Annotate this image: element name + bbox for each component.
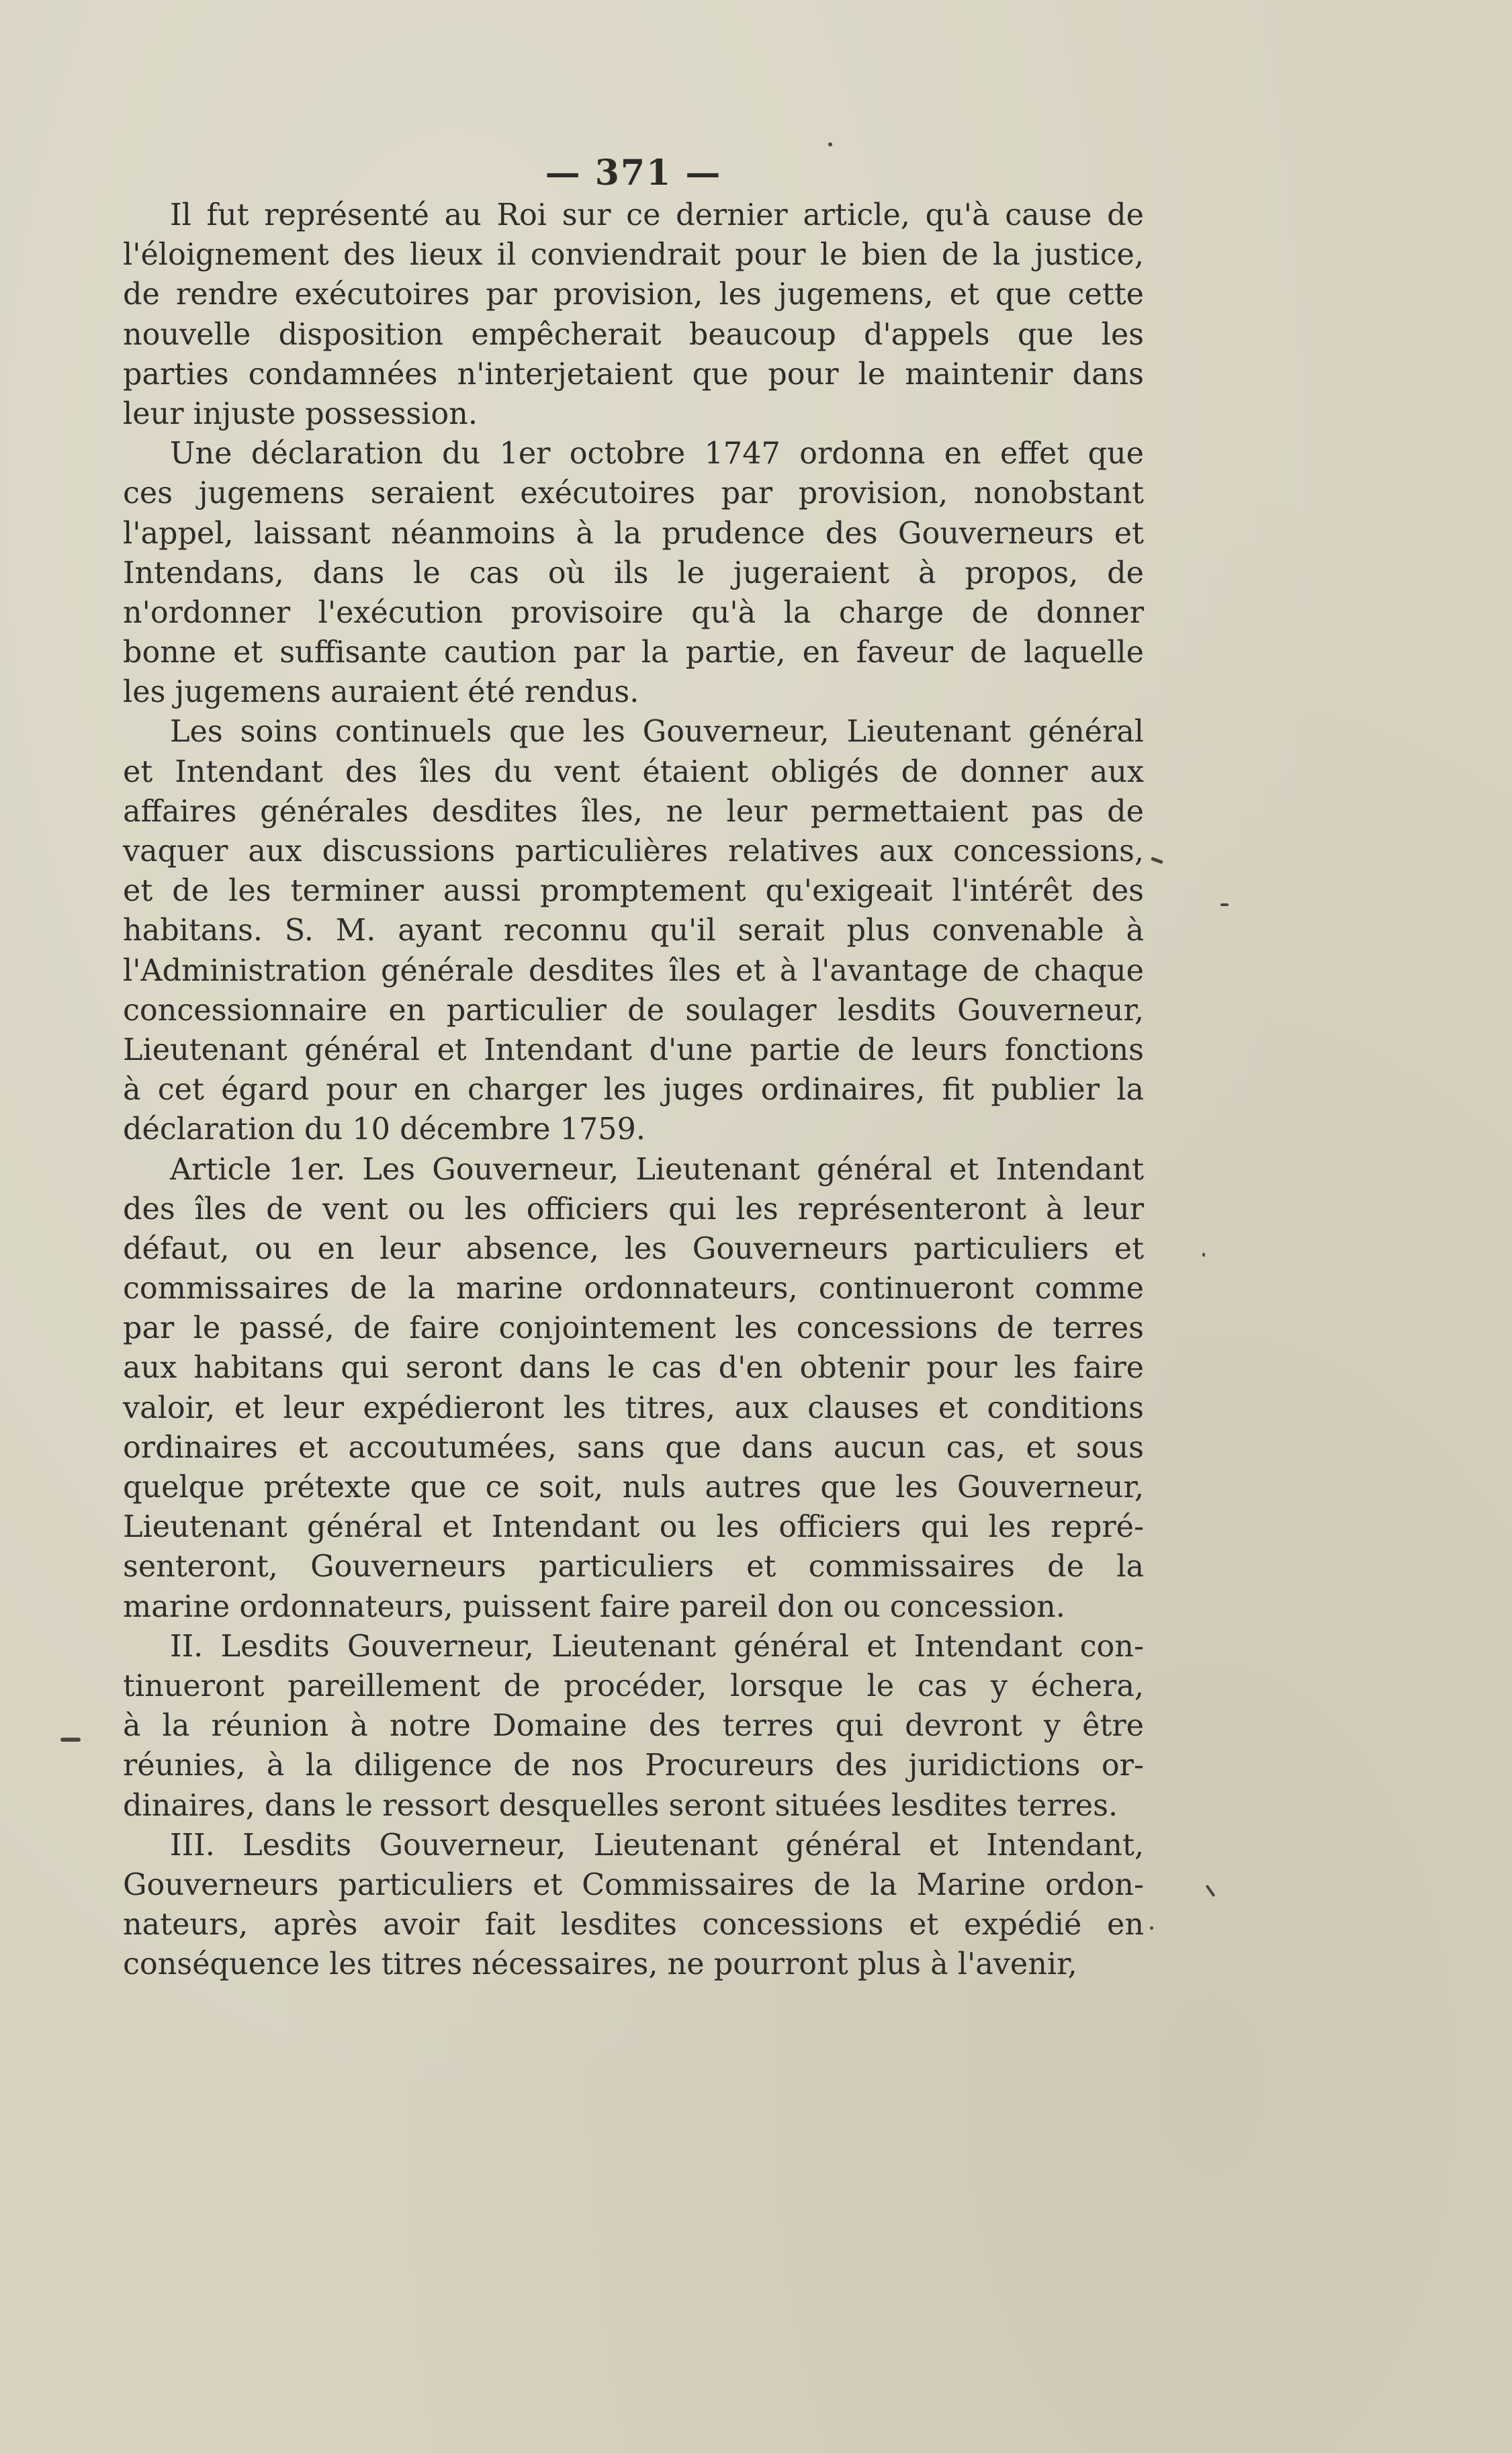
text-line: Lieutenant général et Intendant d'une partie de leurs fonctions xyxy=(123,1032,1144,1067)
text-line: senteront, Gouverneurs particuliers et commissaires de la xyxy=(123,1550,1144,1585)
text-line: défaut, ou en leur absence, les Gouverneurs particuliers et xyxy=(123,1231,1144,1266)
text-line: Les soins continuels que les Gouverneur, Lieutenant général xyxy=(170,715,1144,750)
text-line: marine ordonnateurs, puissent faire pareil don ou concession. xyxy=(123,1589,1065,1624)
text-line: leur injuste possession. xyxy=(123,396,478,431)
ink-speck xyxy=(1206,1885,1216,1898)
text-line: Article 1er. Les Gouverneur, Lieutenant général et Intendant xyxy=(170,1152,1144,1187)
paragraph-list xyxy=(123,195,1144,1984)
text-line: Il fut représenté au Roi sur ce dernier article, qu'à cause de xyxy=(170,198,1144,232)
ink-speck xyxy=(828,142,832,146)
text-line: par le passé, de faire conjointement les concessions de terres xyxy=(123,1311,1144,1346)
paragraph xyxy=(123,1627,1144,1826)
text-line: réunies, à la diligence de nos Procureurs des juridictions or- xyxy=(123,1748,1144,1783)
text-line: l'appel, laissant néanmoins à la prudence des Gouverneurs et xyxy=(123,516,1144,551)
paragraph xyxy=(123,712,1144,1149)
text-line: l'Administration générale desdites îles et à l'avantage de chaque xyxy=(123,953,1144,988)
text-line: concessionnaire en particulier de soulager lesdits Gouverneur, xyxy=(123,993,1144,1028)
text-line: et Intendant des îles du vent étaient obligés de donner aux xyxy=(123,754,1144,789)
text-line: l'éloignement des lieux il conviendrait pour le bien de la justice, xyxy=(123,238,1144,273)
paragraph xyxy=(123,434,1144,712)
text-line: n'ordonner l'exécution provisoire qu'à la charge de donner xyxy=(123,595,1144,630)
text-line: valoir, et leur expédieront les titres, aux clauses et conditions xyxy=(123,1390,1144,1425)
paragraph xyxy=(123,195,1144,434)
text-line: parties condamnées n'interjetaient que pour le maintenir dans xyxy=(123,357,1144,392)
text-line: bonne et suffisante caution par la partie, en faveur de laquelle xyxy=(123,635,1144,670)
text-line: Une déclaration du 1er octobre 1747 ordonna en effet que xyxy=(170,437,1144,472)
text-line: dinaires, dans le ressort desquelles seront situées lesdites terres. xyxy=(123,1788,1118,1823)
page-number: — 371 — xyxy=(545,152,722,193)
text-line: déclaration du 10 décembre 1759. xyxy=(123,1112,646,1147)
text-line: Lieutenant général et Intendant ou les officiers qui les repré- xyxy=(123,1510,1144,1545)
text-line: quelque prétexte que ce soit, nuls autres que les Gouverneur, xyxy=(123,1470,1144,1505)
text-line: vaquer aux discussions particulières relatives aux concessions, xyxy=(123,834,1144,868)
text-line: affaires générales desdites îles, ne leur permettaient pas de xyxy=(123,794,1144,829)
text-line: aux habitans qui seront dans le cas d'en obtenir pour les faire xyxy=(123,1351,1144,1386)
text-line: commissaires de la marine ordonnateurs, continueront comme xyxy=(123,1272,1144,1306)
ink-speck xyxy=(1220,903,1229,906)
ink-speck xyxy=(1150,1926,1153,1930)
paragraph xyxy=(123,1826,1144,1985)
text-line: conséquence les titres nécessaires, ne pourront plus à l'avenir, xyxy=(123,1947,1077,1982)
text-line: ces jugemens seraient exécutoires par provision, nonobstant xyxy=(123,476,1144,511)
text-line: à la réunion à notre Domaine des terres qui devront y être xyxy=(123,1709,1144,1744)
text-line: nouvelle disposition empêcherait beaucoup d'appels que les xyxy=(123,317,1144,352)
text-line: Intendans, dans le cas où ils le jugeraient à propos, de xyxy=(123,555,1144,590)
text-line: habitans. S. M. ayant reconnu qu'il serait plus convenable à xyxy=(123,913,1144,948)
text-line: Gouverneurs particuliers et Commissaires de la Marine ordon- xyxy=(123,1867,1144,1902)
ink-speck xyxy=(60,1738,81,1742)
text-line: tinueront pareillement de procéder, lorsque le cas y échera, xyxy=(123,1668,1144,1703)
text-line: III. Lesdits Gouverneur, Lieutenant général et Intendant, xyxy=(170,1828,1144,1863)
ink-speck xyxy=(1202,1253,1205,1257)
text-body xyxy=(123,151,1144,1984)
text-line: ordinaires et accoutumées, sans que dans aucun cas, et sous xyxy=(123,1430,1144,1465)
text-line: de rendre exécutoires par provision, les jugemens, et que cette xyxy=(123,277,1144,312)
text-line: nateurs, après avoir fait lesdites concessions et expédié en xyxy=(123,1908,1144,1943)
ink-speck xyxy=(1151,857,1163,864)
text-line: II. Lesdits Gouverneur, Lieutenant général et Intendant con- xyxy=(170,1629,1144,1664)
text-line: à cet égard pour en charger les juges ordinaires, fit publier la xyxy=(123,1073,1144,1108)
text-line: des îles de vent ou les officiers qui les représenteront à leur xyxy=(123,1192,1144,1226)
paragraph xyxy=(123,1150,1144,1627)
text-line: et de les terminer aussi promptement qu'exigeait l'intérêt des xyxy=(123,874,1144,909)
text-line: les jugemens auraient été rendus. xyxy=(123,675,639,710)
